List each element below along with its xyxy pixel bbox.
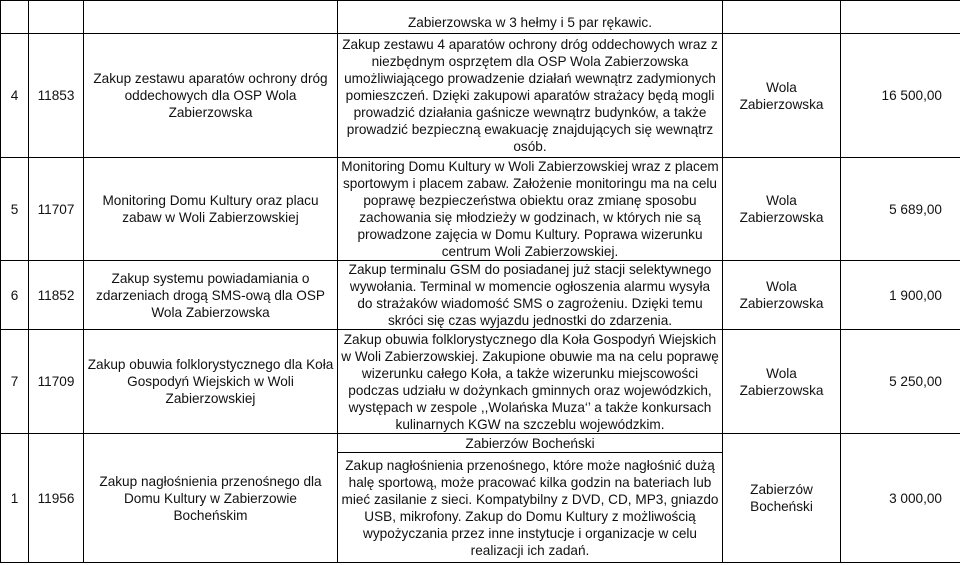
cell-id: 11852 [29, 261, 84, 330]
cell-amount: 16 500,00 [841, 34, 960, 158]
table-row [1, 434, 960, 453]
cell-desc: Zakup nagłośnienia przenośnego, które może nagłośnić dużą halę sportową, może pracować kilka godzin na bateriach lub mieć zasilanie z sieci. Kompatybilny z DVD, CD, MP3, gniazdo USB, mikrofony. Zakup do Domu Kultury z możliwością wypożyczania przez inne instytucje i organizacje w celu realizacji ich zadań. [338, 453, 723, 563]
cell-desc: Zabierzowska w 3 hełmy i 5 par rękawic. [338, 1, 723, 34]
table-row-continued [1, 1, 960, 34]
cell-no: 7 [1, 330, 29, 434]
cell-desc: Zakup zestawu 4 aparatów ochrony dróg oddechowych wraz z niezbędnym osprzętem dla OSP Wola Zabierzowska umożliwiającego prowadzenie działań wewnątrz zadymionych pomieszczeń. Dzięki zakupowi aparatów strażacy będą mogli prowadzić działania gaśnicze wewnątrz budynków, a także prowadzić bezpieczną ewakuację znajdujących się wewnątrz osób. [338, 34, 723, 158]
cell-amount: 5 689,00 [841, 158, 960, 261]
cell-location: Wola Zabierzowska [723, 34, 841, 158]
cell-title: Zakup zestawu aparatów ochrony dróg oddechowych dla OSP Wola Zabierzowska [84, 34, 338, 158]
cell-empty [841, 1, 960, 34]
cell-title: Monitoring Domu Kultury oraz placu zabaw w Woli Zabierzowskiej [84, 158, 338, 261]
table-row [1, 330, 960, 434]
cell-id: 11709 [29, 330, 84, 434]
cell-amount: 3 000,00 [841, 434, 960, 563]
cell-empty [1, 1, 29, 34]
cell-title: Zakup obuwia folklorystycznego dla Koła Gospodyń Wiejskich w Woli Zabierzowskiej [84, 330, 338, 434]
cell-empty [84, 1, 338, 34]
cell-location: Wola Zabierzowska [723, 330, 841, 434]
cell-empty [29, 1, 84, 34]
table-row [1, 261, 960, 330]
table-row [1, 34, 960, 158]
section-heading: Zabierzów Bocheński [338, 434, 723, 453]
cell-location: Wola Zabierzowska [723, 158, 841, 261]
cell-no: 4 [1, 34, 29, 158]
table-row [1, 158, 960, 261]
cell-id: 11956 [29, 434, 84, 563]
cell-title: Zakup systemu powiadamiania o zdarzeniach drogą SMS-ową dla OSP Wola Zabierzowska [84, 261, 338, 330]
cell-desc: Monitoring Domu Kultury w Woli Zabierzowskiej wraz z placem sportowym i placem zabaw. Założenie monitoringu ma na celu poprawę bezpieczeństwa obiektu oraz zmianę sposobu zachowania się młodzieży w godzinach, w których nie są prowadzone zajęcia w Domu Kultury. Poprawa wizerunku centrum Woli Zabierzowskiej. [338, 158, 723, 261]
cell-desc: Zakup terminalu GSM do posiadanej już stacji selektywnego wywołania. Terminal w momencie ogłoszenia alarmu wysyła do strażaków wiadomość SMS o zagrożeniu. Dzięki temu skróci się czas wyjazdu jednostki do zdarzenia. [338, 261, 723, 330]
cell-location: Zabierzów Bocheński [723, 434, 841, 563]
cell-empty [723, 1, 841, 34]
cell-title: Zakup nagłośnienia przenośnego dla Domu Kultury w Zabierzowie Bocheńskim [84, 434, 338, 563]
cell-no: 5 [1, 158, 29, 261]
cell-no: 1 [1, 434, 29, 563]
cell-desc: Zakup obuwia folklorystycznego dla Koła Gospodyń Wiejskich w Woli Zabierzowskiej. Zakupione obuwie ma na celu poprawę wizerunku całego Koła, a także wizerunku miejscowości podczas udziału w dożynkach gminnych oraz wojewódzkich, występach w zespole ,,Wolańska Muza‘’ a także konkursach kulinarnych KGW na szczeblu wojewódzkim. [338, 330, 723, 434]
cell-id: 11707 [29, 158, 84, 261]
cell-no: 6 [1, 261, 29, 330]
cell-amount: 1 900,00 [841, 261, 960, 330]
cell-amount: 5 250,00 [841, 330, 960, 434]
cell-location: Wola Zabierzowska [723, 261, 841, 330]
cell-id: 11853 [29, 34, 84, 158]
